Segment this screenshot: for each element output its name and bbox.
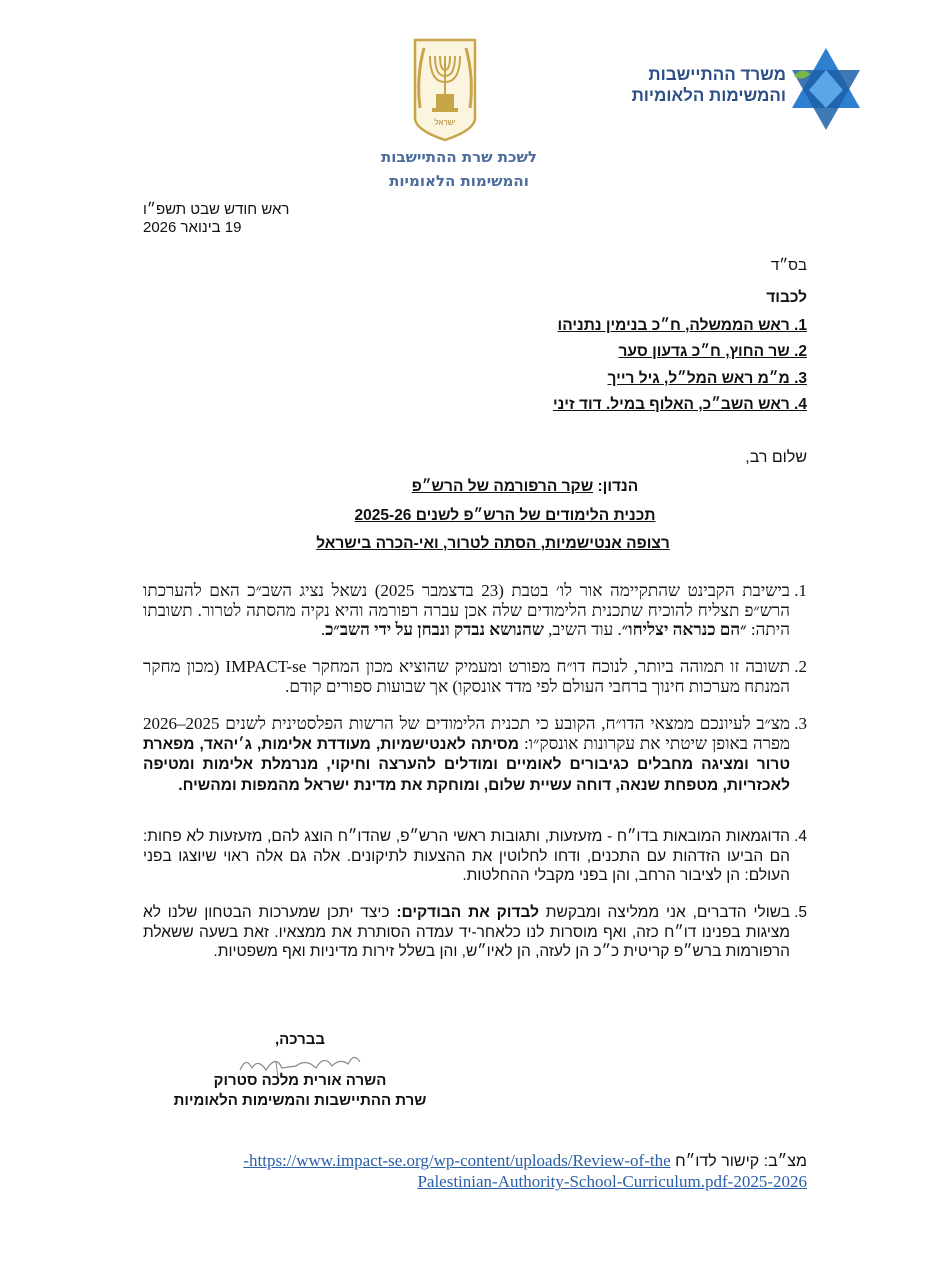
report-link-continued[interactable]: 2025-2026-Palestinian-Authority-School-Curriculum.pdf [417,1172,807,1191]
paragraph-4 [143,827,807,886]
text: הדוגמאות המובאות בדו״ח - מזעזעות, ותגובות ראשי הרש״פ, שהדו״ח הוצג להם, מזעזעות לא פחות: הם הביעו הזדהות עם התכנים, ודחו לחלוטין את ההצעות לתיקונים. אלה גם אלה ראוי שיוצגו בפני העולם: הן לציבור הרחב, והן בפני מקבלי ההחלטות. [143,828,790,884]
subject-line-2 [300,507,710,525]
paragraph-3 [143,714,807,795]
text: בישיבת הקבינט שהתקיימה אור לו׳ בטבת (23 בדצמבר 2025) נשאל נציג השב״כ האם להערכתו הרש״פ תצליח להוכיח שתכנית הלימודים שלה אכן עברה רפורמה והיא נקיה מהסתה לטרור. תשובתו היתה: [143,581,790,639]
recipient-3: 3. מ״מ ראש המל״ל, גיל רייך [607,370,807,387]
paragraph-number: 3. [794,714,807,733]
subject-line-2-text: תכנית הלימודים של הרש״פ לשנים 2025-26 [354,507,656,524]
footnote [143,1151,807,1193]
office-name-line2: והמשימות הלאומיות [389,172,529,190]
emphasis-bold: לבדוק את הבודקים: [396,904,539,921]
text: מצ״ב לעיונכם ממצאי הדו״ח, הקובע כי תכנית הלימודים של הרשות הפלסטינית לשנים 2025–2026 מפרה באופן שיטתי את עקרונות אונסק״ו: [143,714,790,753]
subject-line-3 [300,535,686,553]
emphasis-bold: שהנושא נבדק ונבחן על ידי השב״כ [325,620,544,639]
paragraph-number: 4. [794,828,807,845]
ministry-name [600,64,786,106]
report-link[interactable]: https://www.impact-se.org/wp-content/uploads/Review-of-the- [243,1151,671,1170]
greeting: שלום רב, [745,449,807,466]
footnote-label: מצ״ב: קישור לדו״ח [670,1153,807,1170]
subject-title: שקר הרפורמה של הרש״פ [411,478,594,495]
paragraph-number: 2. [794,657,807,676]
paragraph-number: 5. [794,904,807,921]
recipient-4: 4. ראש השב״כ, האלוף במיל. דוד זיני [552,396,807,413]
ministry-name-line1: משרד ההתיישבות [648,65,786,84]
paragraph-5 [143,903,807,962]
to-label: לכבוד [766,289,807,306]
text: בשולי הדברים, אני ממליצה ומבקשת [538,904,790,921]
closing: בברכה, [274,1031,325,1048]
signatory-name: השרה אורית מלכה סטרוק [213,1072,387,1089]
ministry-logo [788,46,864,132]
hebrew-date: ראש חודש שבט תשפ״ו [143,201,290,218]
text: . עוד השיב, [543,620,622,639]
ministry-name-line2: והמשימות הלאומיות [631,86,786,105]
text: תשובה זו תמוהה ביותר, לנוכח דו״ח מפורט ומעמיק שהוציא מכון המחקר IMPACT-se (מכון מחקר המנתח מערכות חינוך ברחבי העולם לפי מדד אונסקו) אך שבועות ספורים קודם. [143,657,790,696]
signatory-title: שרת ההתיישבות והמשימות הלאומיות [173,1092,427,1109]
paragraph-2 [143,657,807,696]
star-of-david-icon [788,46,864,132]
emblem-caption: ישראל [434,118,456,127]
gregorian-date: 19 בינואר 2026 [143,219,242,236]
paragraph-1 [143,581,807,640]
subject-line-3-text: רצופה אנטישמיות, הסתה לטרור, ואי-הכרה בישראל [316,535,670,552]
recipient-2: 2. שר החוץ, ח״כ גדעון סער [618,343,807,360]
text: . [320,620,326,639]
subject-line-1 [300,478,750,496]
recipient-1: 1. ראש הממשלה, ח״כ בנימין נתניהו [557,317,807,334]
findings-bold: מסיתה לאנטישמיות, מעודדת אלימות, ג׳יהאד, מפארת טרור ומציגה מחבלים כגיבורים לאומיים ומודלים להערצה וחיקוי, מנרמלת אלימות ומטיפה לאכזריות, מטפחת שנאה, דוחה עשיית שלום, ומוחקת את מדינת ישראל מהמפות ומהשיח. [143,735,790,794]
subject-label: הנדון: [593,478,639,495]
bsd-mark: בס״ד [770,257,807,274]
office-name-line1: לשכת שרת ההתיישבות [381,148,537,166]
quote-bold: ״הם כנראה יצליחו״ [621,620,747,639]
paragraph-number: 1. [794,581,807,600]
text: כיצד יתכן שמערכות הבטחון שלנו לא מציגות בפנינו דו״ח כזה, ואף מוסרות לנו כלאחר-יד עמדה הסותרת את ממצאיו. זאת בשעה ששאלת הרפורמות ברש״פ קריטית כ״כ הן לעזה, הן לאיו״ש, והן בשלל זירות מדיניות ואף משפטיות. [143,904,790,960]
